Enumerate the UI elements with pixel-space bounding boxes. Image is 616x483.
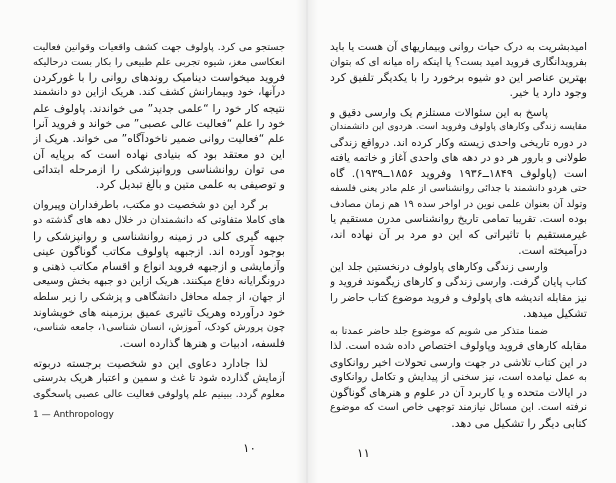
- text-line: وارسی زندگی وکارهای پاولوف درنخستین جلد این: [330, 261, 548, 273]
- text-line: امیدبشریت به درک حیات روانی وبیماریهای آن هست یا باید: [330, 40, 587, 53]
- text-line: تشکیل میدهد.: [522, 306, 587, 320]
- left-page: [0, 0, 304, 483]
- text-line: معلوم گردد. ببینیم علم پاولوفی فعالیت عالی عصبی پاسخگوی: [33, 388, 285, 400]
- text-line: در ایالات متحده و یا کاربرد آن در علوم و هنرهای گوناگون: [330, 386, 587, 400]
- text-line: به عمل نیامده است، نیز سخنی از پیدایش و تکامل روانکاوی: [330, 370, 587, 383]
- text-line: بفرویدانگاری فروید امید بست؟ یا اینکه راه میانه ای که بتوان: [330, 55, 587, 68]
- text-line: کتاب پایان گرفت. وارسی زندگی و کارهای زیگموند فروید و: [330, 276, 587, 289]
- text-line: از جهان، از جمله محافل دانشگاهی و پزشکی را زیر سلطه: [33, 290, 285, 303]
- text-line: بوجود آورده اند. ازجبهه پاولوف مکاتب گوناگون عینی: [33, 244, 285, 258]
- text-line: وتولد آن بعنوان علمی نوین در اواخر سده ۱۹ هم زمان مصادف: [330, 198, 587, 210]
- footnote: 1 — Anthropology: [33, 410, 114, 420]
- text-line: جستجو می کرد. پاولوف جهت کشف واقعیات وقوانین فعالیت: [33, 41, 285, 53]
- text-line: این دو معتقد بود که بنیادی نهاده است که برپایه آن: [33, 147, 285, 161]
- text-line: در این کتاب تلاشی در جهت وارسی تحولات اخیر روانکاوی: [330, 355, 587, 369]
- text-line: نیز مقابله اندیشه های پاولوف و فروید موضوع کتاب حاضر را: [330, 291, 587, 304]
- paragraph: [330, 105, 587, 258]
- text-line: و توصیفی به علمی متین و بالغ تبدیل کرد.: [95, 178, 285, 192]
- text-line: جبهه گیری کلی در زمینه روانشناسی و روانپزشکی را: [33, 229, 285, 243]
- text-line: بوده است. تقریبا تمامی تاریخ روانشناسی مدرن مستقیم یا: [330, 213, 587, 226]
- paragraph: [33, 40, 285, 193]
- text-line: غیرمستقیم با تاثیراتی که این دو مرد بر آن نهاده اند،: [330, 228, 587, 242]
- text-line: درونگرایانه دفاع میکنند. هریک ازاین دو جبهه بخش وسیعی: [33, 275, 285, 288]
- text-line: کتابی دیگر را تشکیل می دهد.: [451, 416, 587, 430]
- right-page: [310, 0, 616, 483]
- text-line: انعکاسی مغز، شیوه تجربی علم طبیعی را بکار بست درحالیکه: [33, 56, 285, 68]
- text-line: نتیجه کار خود را “علمی جدید” می خواندند. پاولوف علم: [33, 101, 285, 115]
- text-line: طولانی و بارور هر دو در دهه های واحدی آغاز و خاتمه یافته: [330, 151, 587, 164]
- text-line: علم “فعالیت روانی ضمیر ناخودآگاه” می خواند. هریک از: [33, 132, 285, 146]
- text-line: نرفته است. این مسائل نیازمند توجهی خاص است که موضوع: [330, 402, 587, 414]
- paragraph: [33, 356, 285, 402]
- text-line: لذا جادارد دعاوی این دو شخصیت برجسته دربوته: [33, 357, 268, 370]
- text-line: حتی هردو دانشمند با جدائی روانشناسی از علم مادر یعنی فلسفه: [330, 183, 587, 195]
- text-line: مقایسه زندگی وکارهای پاولوف وفروید است. هردوی این دانشمندان: [330, 122, 587, 133]
- text-line: در دوره تاریخی واحدی زیسته وکار کرده اند. درواقع زندگی: [330, 136, 587, 149]
- paragraph: [330, 40, 587, 101]
- text-line: پاسخ به این سئوالات مستلزم یک وارسی دقیق و: [330, 106, 548, 119]
- text-line: وآزمایشی و ازجبهه فروید انواع و اقسام مکاتب ذهنی و: [33, 260, 285, 274]
- text-line: آزمایش گذارده شود تا غث و سمین و اعتبار هریک بدرستی: [33, 372, 285, 385]
- page-number: ۱۰: [243, 441, 256, 455]
- text-line: درآنها، خود وبیمارانش کشف کند. هریک ازاین دو دانشمند: [33, 86, 285, 99]
- text-line: های کاملا متفاوتی که دانشمندان در خلال دهه های گذشته دو: [33, 215, 285, 227]
- text-line: درآمیخته است.: [518, 243, 587, 257]
- text-line: خود درآورده وهریک تاثیری عمیق برزمینه های خویشاوند: [33, 306, 285, 320]
- text-line: است (پاولوف ۱۸۴۹ــ۱۹۳۶ وفروید ۱۸۵۶ــ۱۹۳۹). گاه: [330, 167, 587, 181]
- text-line: ضمنا متذکر می شویم که موضوع جلد حاضر عمدتا به: [330, 326, 548, 337]
- text-line: می توان روانشناسی وروانپزشکی را ازمرحله ابتدائی: [33, 162, 285, 176]
- text-line: بهترین عناصر این دو شیوه برخورد را با یکدیگر تلفیق کرد: [330, 71, 587, 85]
- paragraph: [330, 260, 587, 321]
- paragraph: [33, 198, 285, 351]
- text-line: بر گرد این دو شخصیت دو مکتب، باطرفداران وپیروان: [33, 199, 268, 211]
- text-line: چون پرورش کودک، آموزش، انسان شناسی۱، جامعه شناسی،: [33, 322, 285, 334]
- text-line: مقابله کارهای فروید وپاولوف اختصاص داده شده است. لذا: [330, 340, 587, 353]
- text-line: وجود دارد یا خیر.: [509, 86, 587, 100]
- paragraph: [330, 324, 587, 431]
- text-line: خود را علم “فعالیت عالی عصبی” می خواند و فروید آنرا: [33, 116, 285, 130]
- page-number: ۱۱: [357, 446, 370, 460]
- text-line: فروید میخواست دینامیک روندهای روانی را با غورکردن: [33, 71, 285, 85]
- text-line: فلسفه، ادبیات و هنرها گذارده است.: [119, 336, 285, 350]
